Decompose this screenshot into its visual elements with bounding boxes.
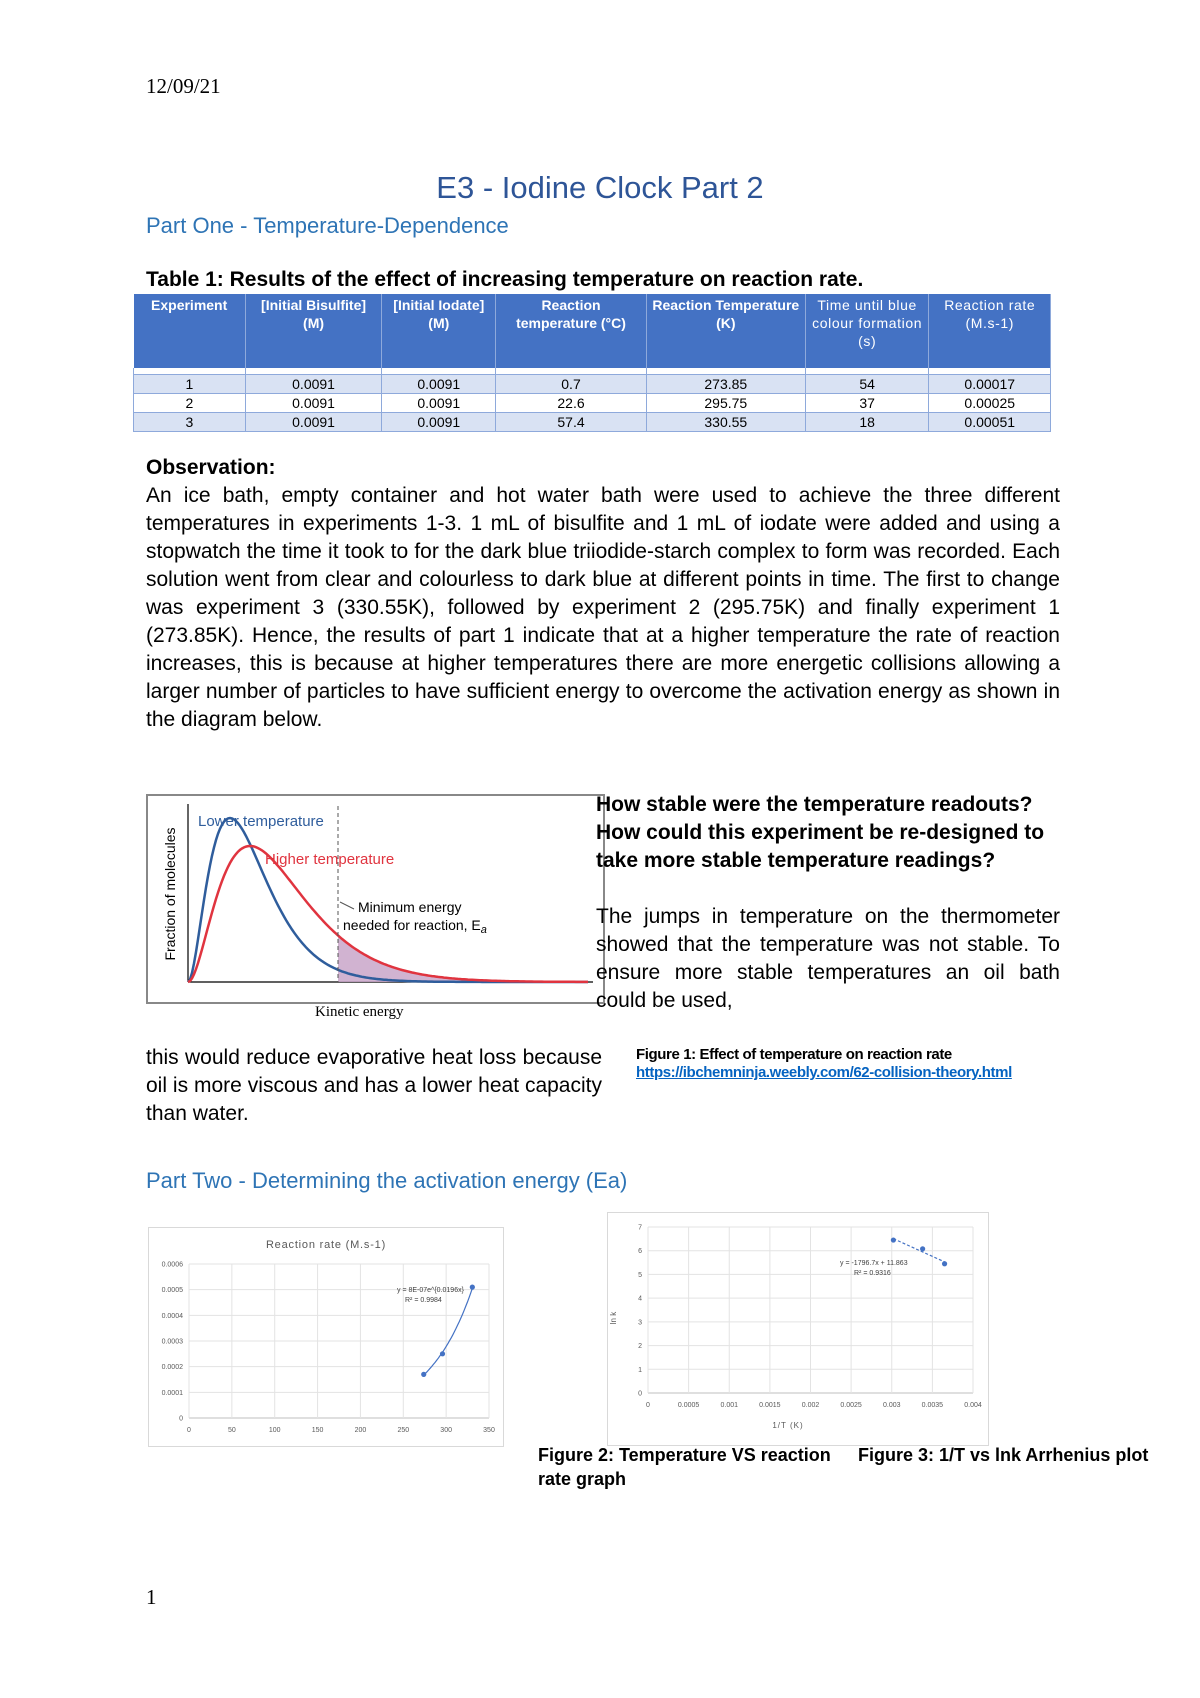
- question-heading: How stable were the temperature readouts? How could this experiment be re-designed to take more stable temperature readings?: [596, 793, 1045, 872]
- y-tick-label: 0: [179, 1415, 183, 1423]
- part-one-heading: Part One - Temperature-Dependence: [146, 213, 509, 238]
- activation-energy-pointer: [340, 902, 354, 909]
- data-point: [920, 1246, 925, 1251]
- y-tick-label: 0.0001: [161, 1389, 183, 1397]
- y-tick-label: 7: [638, 1224, 642, 1232]
- results-table: [133, 294, 1051, 432]
- trendline-r-squared: R² = 0.9316: [854, 1270, 891, 1277]
- document-title: E3 - Iodine Clock Part 2: [436, 170, 764, 205]
- x-tick-label: 300: [440, 1427, 452, 1434]
- col-header-temp-k: Reaction Temperature (K): [646, 294, 805, 368]
- minimum-energy-label-2: needed for reaction, $E_a$: [343, 917, 487, 936]
- x-tick-label: 0: [187, 1427, 191, 1434]
- chart-2-title: Reaction rate (M.s-1): [265, 1239, 387, 1251]
- y-tick-label: 1: [638, 1366, 642, 1374]
- part-two-heading: Part Two - Determining the activation energy (Ea): [146, 1168, 628, 1193]
- x-tick-label: 150: [311, 1427, 324, 1434]
- table-cell: 0.7: [496, 375, 647, 394]
- figure-1-caption: Figure 1: Effect of temperature on reaction rate: [636, 1046, 952, 1063]
- x-tick-label: 50: [227, 1427, 236, 1434]
- minimum-energy-label-1: Minimum energy: [358, 899, 462, 915]
- table-cell: 0.00017: [929, 375, 1051, 394]
- x-tick-label: 0.0035: [921, 1402, 944, 1409]
- data-point: [942, 1261, 947, 1266]
- table-header-row: [134, 294, 1051, 368]
- trendline-equation: y = -1796.7x + 11.863: [840, 1260, 908, 1267]
- table-cell: 0.0091: [245, 375, 382, 394]
- col-header-experiment: Experiment: [134, 294, 246, 368]
- col-header-temp-c: Reaction temperature (°C): [496, 294, 647, 368]
- answer-text-part-2: this would reduce evaporative heat loss because oil is more viscous and has a lower heat capacity than water.: [146, 1046, 602, 1125]
- table-cell: 57.4: [496, 413, 647, 432]
- y-tick-label: 6: [638, 1248, 642, 1256]
- x-tick-label: 0.0005: [677, 1402, 700, 1409]
- table-cell: 0.00025: [929, 394, 1051, 413]
- y-tick-label: 2: [638, 1343, 642, 1351]
- x-tick-label: 0.0025: [840, 1402, 862, 1409]
- lower-temperature-label: Lower temperature: [198, 813, 324, 830]
- table-cell: 2: [134, 394, 246, 413]
- table-cell: 3: [134, 413, 246, 432]
- figure-1-x-axis-label: Kinetic energy: [315, 1004, 404, 1020]
- figure-3-caption: Figure 3: 1/T vs lnk Arrhenius plot: [858, 1445, 1149, 1465]
- table-row: [134, 375, 1051, 394]
- x-tick-label: 200: [354, 1427, 367, 1434]
- higher-temperature-label: Higher temperature: [265, 851, 395, 868]
- trendline-equation: y = 8E-07e^{0.0196x}: [397, 1287, 464, 1294]
- table-1-caption: Table 1: Results of the effect of increasing temperature on reaction rate.: [146, 268, 864, 291]
- x-tick-label: 250: [397, 1427, 410, 1434]
- y-tick-label: 3: [638, 1319, 642, 1327]
- x-tick-label: 0: [646, 1402, 650, 1409]
- chart-3-x-axis-label: 1/T (K): [772, 1421, 804, 1430]
- table-cell: 18: [805, 413, 929, 432]
- figure-1-source-link[interactable]: https://ibchemninja.weebly.com/62-collision-theory.html: [636, 1064, 1012, 1081]
- table-cell: 54: [805, 375, 929, 394]
- y-tick-label: 0: [638, 1390, 642, 1398]
- figure-1-y-axis-label: Fraction of molecules: [162, 827, 178, 961]
- x-tick-label: 0.002: [801, 1402, 820, 1409]
- table-cell: 330.55: [646, 413, 805, 432]
- observation-heading: Observation:: [146, 456, 276, 479]
- table-cell: 0.0091: [245, 394, 382, 413]
- table-cell: 0.0091: [245, 413, 382, 432]
- x-tick-label: 350: [483, 1427, 495, 1434]
- x-tick-label: 0.001: [720, 1402, 739, 1409]
- table-cell: 1: [134, 375, 246, 394]
- table-row: [134, 413, 1051, 432]
- y-tick-label: 0.0002: [161, 1364, 183, 1372]
- figure-1-caption-block: [636, 1046, 1036, 1082]
- y-tick-label: 0.0006: [161, 1261, 183, 1269]
- page-date: 12/09/21: [146, 74, 221, 98]
- table-row: [134, 394, 1051, 413]
- y-tick-label: 5: [638, 1271, 642, 1279]
- y-tick-label: 0.0005: [161, 1287, 183, 1295]
- arrhenius-plot: [608, 1213, 988, 1445]
- col-header-rate: Reaction rate (M.s-1): [929, 294, 1051, 368]
- table-cell: 273.85: [646, 375, 805, 394]
- table-cell: 0.0091: [382, 413, 496, 432]
- x-tick-label: 0.0015: [759, 1402, 781, 1409]
- data-point: [470, 1285, 475, 1290]
- figure-2-chart: [148, 1227, 504, 1447]
- table-cell: 0.0091: [382, 394, 496, 413]
- trendline-r-squared: R² = 0.9984: [405, 1297, 442, 1304]
- col-header-iodate: [Initial Iodate] (M): [382, 294, 496, 368]
- y-tick-label: 0.0004: [161, 1312, 183, 1320]
- data-point: [891, 1237, 896, 1242]
- answer-text-part-1: The jumps in temperature on the thermometer showed that the temperature was not stable. To ensure more stable temperatures an oil bath could be used,: [596, 905, 1060, 1012]
- maxwell-boltzmann-diagram: [148, 796, 603, 1002]
- table-cell: 295.75: [646, 394, 805, 413]
- table-cell: 0.00051: [929, 413, 1051, 432]
- table-cell: 22.6: [496, 394, 647, 413]
- rate-vs-temperature-plot: [149, 1228, 503, 1446]
- y-tick-label: 0.0003: [161, 1338, 183, 1346]
- table-cell: 0.0091: [382, 375, 496, 394]
- y-tick-label: 4: [638, 1295, 642, 1303]
- page-number: 1: [146, 1585, 157, 1609]
- area-above-activation-energy: [338, 935, 588, 982]
- col-header-bisulfite: [Initial Bisulfite] (M): [245, 294, 382, 368]
- figure-1-image: [146, 794, 605, 1004]
- figure-3-chart: [607, 1212, 989, 1446]
- col-header-time: Time until blue colour formation (s): [805, 294, 929, 368]
- x-tick-label: 0.003: [882, 1402, 901, 1409]
- x-tick-label: 100: [268, 1427, 281, 1434]
- data-point: [440, 1351, 445, 1356]
- table-cell: 37: [805, 394, 929, 413]
- observation-text: An ice bath, empty container and hot water bath were used to achieve the three different temperatures in experiments 1-3. 1 mL of bisulfite and 1 mL of iodate were added and using a stopwatch the time it took to for the dark blue triiodide-starch complex to form was recorded. Each solution went from clear and colourless to dark blue at different points in time. The first to change was experiment 3 (330.55K), followed by experiment 2 (295.75K) and finally experiment 1 (273.85K). Hence, the results of part 1 indicate that at a higher temperature the rate of reaction increases, this is because at higher temperatures there are more energetic collisions allowing a larger number of particles to have sufficient energy to overcome the activation energy as shown in the diagram below.: [146, 484, 1060, 731]
- x-tick-label: 0.004: [964, 1402, 982, 1409]
- chart-3-y-axis-label: ln k: [609, 1311, 618, 1325]
- figure-2-caption: Figure 2: Temperature VS reaction rate graph: [538, 1445, 831, 1489]
- data-point: [421, 1372, 426, 1377]
